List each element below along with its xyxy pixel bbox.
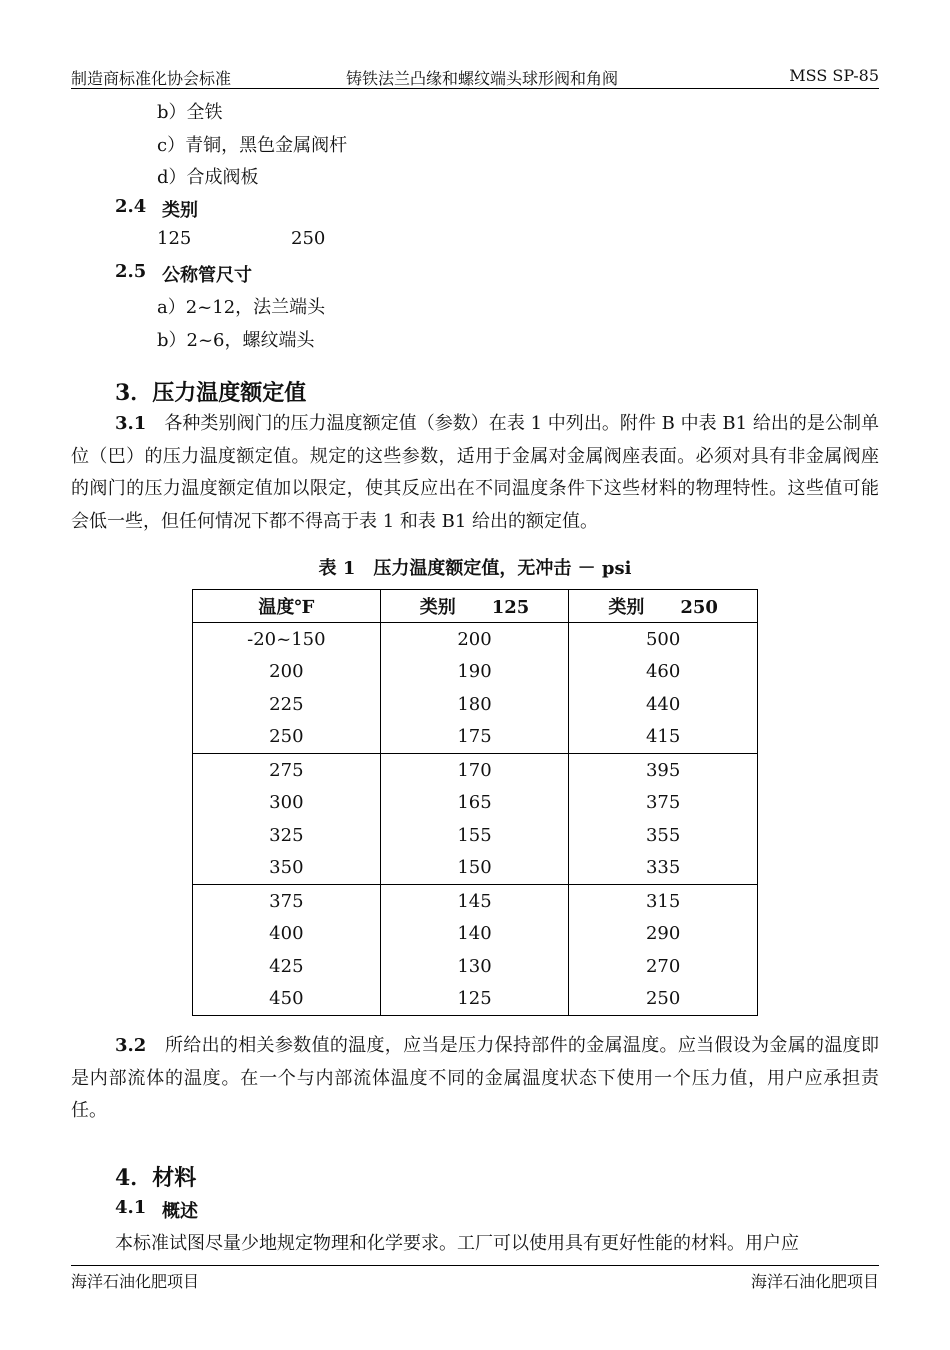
table-cell: 275 [193, 754, 381, 787]
table-row [193, 819, 758, 852]
table-row [193, 623, 758, 656]
paragraph-3-2 [71, 1030, 879, 1128]
table-cell: 335 [569, 852, 758, 885]
table-cell: 140 [380, 918, 569, 951]
table-cell: 315 [569, 885, 758, 918]
table-cell: 460 [569, 656, 758, 689]
column-header-temperature: 温度℉ [193, 590, 381, 623]
column-header-class-125: 类别 125 [380, 590, 569, 623]
table-cell: 425 [193, 950, 381, 983]
table-cell: 200 [380, 623, 569, 656]
table-cell: 155 [380, 819, 569, 852]
table-cell: 190 [380, 656, 569, 689]
header-rule [71, 88, 879, 89]
table-cell: 175 [380, 721, 569, 754]
table-cell: 145 [380, 885, 569, 918]
table-row [193, 885, 758, 918]
table-cell: 300 [193, 787, 381, 820]
section-3-heading: 3．压力温度额定值 [115, 380, 307, 406]
list-item: d）合成阀板 [157, 167, 259, 188]
list-item: c）青铜，黑色金属阀杆 [157, 135, 348, 156]
table-row [193, 721, 758, 754]
section-4-heading: 4．材料 [115, 1165, 197, 1191]
header-left: 制造商标准化协会标准 [71, 69, 232, 88]
table-cell: -20~150 [193, 623, 381, 656]
table-cell: 250 [569, 983, 758, 1016]
section-2-5-title: 公称管尺寸 [162, 265, 252, 286]
class-value: 125 [157, 228, 192, 249]
table-row [193, 983, 758, 1016]
paragraph-3-2-number: 3.2 [115, 1035, 147, 1056]
table-cell: 395 [569, 754, 758, 787]
table-row [193, 918, 758, 951]
table-cell: 125 [380, 983, 569, 1016]
list-item: b）2~6，螺纹端头 [157, 330, 315, 351]
header-right: MSS SP-85 [789, 66, 879, 85]
table-row [193, 950, 758, 983]
table-cell: 165 [380, 787, 569, 820]
section-2-4-title: 类别 [162, 200, 198, 221]
table-row [193, 852, 758, 885]
table-cell: 440 [569, 688, 758, 721]
paragraph-3-1 [71, 408, 879, 538]
table-cell: 290 [569, 918, 758, 951]
section-2-5-number: 2.5 [115, 261, 147, 282]
footer-right: 海洋石油化肥项目 [750, 1272, 879, 1291]
table-cell: 170 [380, 754, 569, 787]
column-header-class-250: 类别 250 [569, 590, 758, 623]
table-cell: 355 [569, 819, 758, 852]
table-cell: 415 [569, 721, 758, 754]
table-cell: 350 [193, 852, 381, 885]
table-cell: 375 [569, 787, 758, 820]
table-cell: 400 [193, 918, 381, 951]
table-cell: 375 [193, 885, 381, 918]
pressure-temperature-table [192, 589, 758, 1016]
section-4-1-text: 本标准试图尽量少地规定物理和化学要求。工厂可以使用具有更好性能的材料。用户应 [115, 1233, 799, 1254]
table-cell: 200 [193, 656, 381, 689]
table-row [193, 787, 758, 820]
header-center: 铸铁法兰凸缘和螺纹端头球形阀和角阀 [346, 69, 619, 88]
table-cell: 325 [193, 819, 381, 852]
table-row [193, 656, 758, 689]
table-cell: 150 [380, 852, 569, 885]
paragraph-3-1-text: 各种类别阀门的压力温度额定值（参数）在表 1 中列出。附件 B 中表 B1 给出的是公制单位（巴）的压力温度额定值。规定的这些参数，适用于金属对金属阀座表面。必须对具有非金属阀座的阀门的压力温度额定值加以限定，使其反应出在不同温度条件下这些材料的物理特性。这些值可能会低一些，但任何情况下都不得高于表 1 和表 B1 给出的额定值。 [71, 413, 879, 532]
class-value: 250 [291, 228, 326, 249]
table-cell: 130 [380, 950, 569, 983]
paragraph-3-2-text: 所给出的相关参数值的温度，应当是压力保持部件的金属温度。应当假设为金属的温度即是内部流体的温度。在一个与内部流体温度不同的金属温度状态下使用一个压力值，用户应承担责任。 [71, 1035, 880, 1121]
section-4-1-title: 概述 [162, 1201, 198, 1222]
table-cell: 450 [193, 983, 381, 1016]
table-cell: 180 [380, 688, 569, 721]
table-cell: 270 [569, 950, 758, 983]
list-item: a）2~12，法兰端头 [157, 297, 326, 318]
table-row [193, 754, 758, 787]
table-cell: 225 [193, 688, 381, 721]
section-2-4-number: 2.4 [115, 196, 147, 217]
table-cell: 500 [569, 623, 758, 656]
section-4-1-number: 4.1 [115, 1197, 147, 1218]
footer-rule [71, 1265, 879, 1266]
footer-left: 海洋石油化肥项目 [71, 1272, 200, 1291]
table-cell: 250 [193, 721, 381, 754]
table-row [193, 688, 758, 721]
paragraph-3-1-number: 3.1 [115, 413, 147, 434]
table-caption: 表 1 压力温度额定值，无冲击 － psi [318, 558, 632, 579]
list-item: b）全铁 [157, 102, 223, 123]
